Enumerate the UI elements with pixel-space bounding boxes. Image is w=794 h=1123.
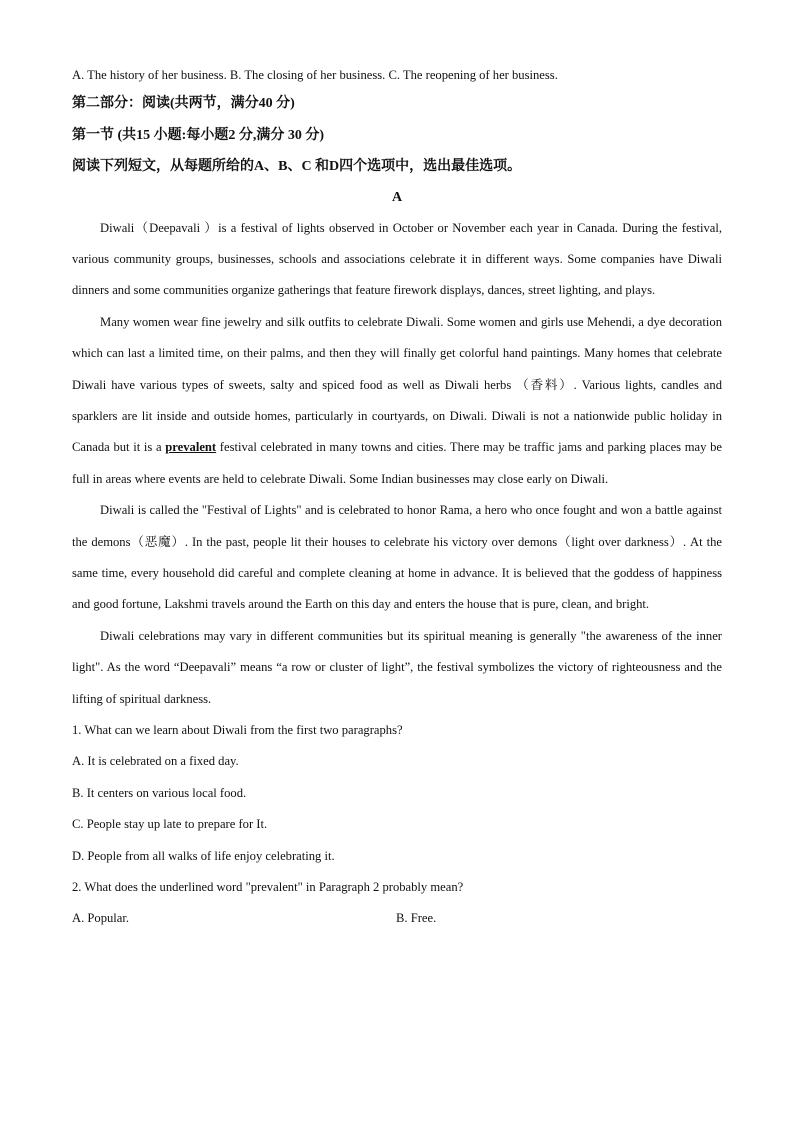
question-1-option-c: C. People stay up late to prepare for It. <box>72 817 268 832</box>
passage-paragraph-1: Diwali（Deepavali ）is a festival of lights observed in October or November each year in Canada. During the festival, various community groups, businesses, schools and associations celebrate it in different ways. Some companies have Diwali dinners and some communities organize gatherings that feature firework displays, dances, street lighting, and plays. <box>72 220 722 298</box>
passage-paragraph-4: Diwali celebrations may vary in different communities but its spiritual meaning is generally "the awareness of the inner light". As the word “Deepavali” means “a row or cluster of light”, the festival symbolizes the victory of righteousness and the lifting of spiritual darkness. <box>72 628 722 706</box>
paragraph-2-text-after: festival celebrated in many towns and cities. There may be traffic jams and parking places may be full in areas where events are held to celebrate Diwali. Some Indian businesses may close early on Diwali. <box>72 440 722 486</box>
question-1-option-d: D. People from all walks of life enjoy celebrating it. <box>72 848 335 863</box>
question-1-option-b: B. It centers on various local food. <box>72 785 247 800</box>
question-2-option-b: B. Free. <box>396 911 437 926</box>
previous-question-options: A. The history of her business. B. The closing of her business. C. The reopening of her business. <box>72 68 558 82</box>
paragraph-2-text-before: Many women wear fine jewelry and silk outfits to celebrate Diwali. Some women and girls use Mehendi, a dye decoration which can last a limited time, on their palms, and then they will finally get colorful hand paintings. Many homes that celebrate Diwali have various types of sweets, salty and spiced food as well as Diwali herbs （香料）. Various lights, candles and sparklers are lit inside and outside homes, particularly in courtyards, on Diwali. Diwali is not a nationwide public holiday in Canada but it is a <box>72 314 722 455</box>
question-2-options-row <box>72 903 722 934</box>
document-page <box>72 64 722 935</box>
passage-paragraph-3: Diwali is called the "Festival of Lights" and is celebrated to honor Rama, a hero who once fought and won a battle against the demons（恶魔）. In the past, people lit their houses to celebrate his victory over demons（light over darkness）. At the same time, every household did careful and complete cleaning at home in advance. It is believed that the goddess of happiness and good fortune, Lakshmi travels around the Earth on this day and enters the house that is pure, clean, and bright. <box>72 503 722 612</box>
reading-instruction: 阅读下列短文，从每题所给的A、B、C 和D四个选项中，选出最佳选项。 <box>72 159 522 174</box>
question-2-option-a: A. Popular. <box>72 911 130 926</box>
subsection-heading: 第一节 (共15 小题:每小题2 分,满分 30 分) <box>72 127 324 143</box>
question-1-option-a: A. It is celebrated on a fixed day. <box>72 754 239 769</box>
question-1-stem: 1. What can we learn about Diwali from the first two paragraphs? <box>72 723 403 737</box>
section-heading: 第二部分：阅读(共两节，满分40 分) <box>72 96 295 111</box>
passage-paragraph-2 <box>72 307 722 495</box>
question-2-stem: 2. What does the underlined word "prevalent" in Paragraph 2 probably mean? <box>72 880 464 895</box>
underlined-word-prevalent: prevalent <box>165 440 217 455</box>
passage-title: A <box>391 189 403 205</box>
